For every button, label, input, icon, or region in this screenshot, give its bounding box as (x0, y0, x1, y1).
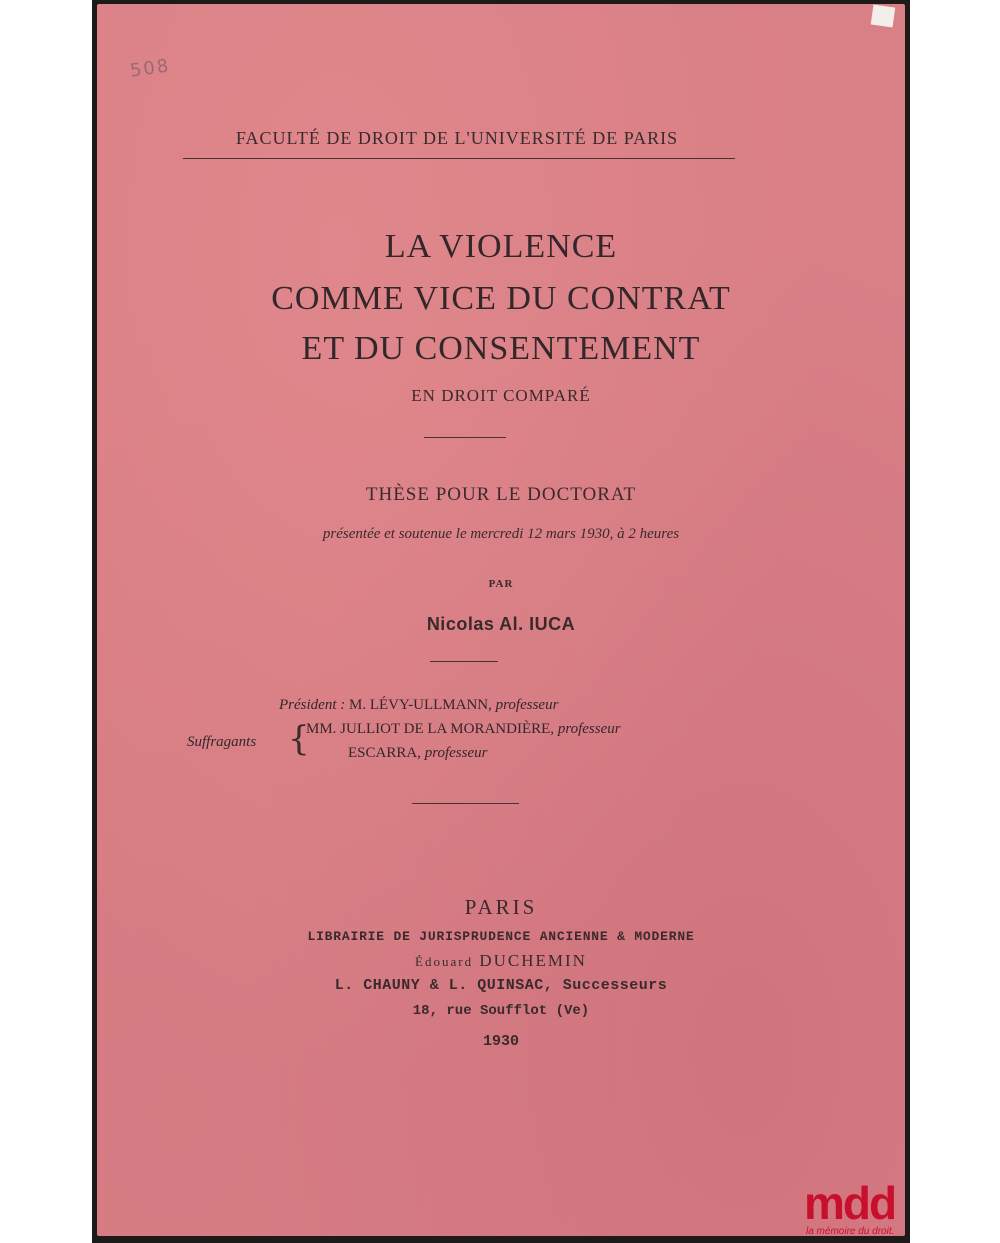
defense-date: présentée et soutenue le mercredi 12 mars 1930, à 2 heures (322, 526, 680, 542)
title-line-2: COMME VICE DU CONTRAT (271, 280, 731, 317)
edouard-text: Édouard (415, 954, 474, 969)
publisher-address: 18, rue Soufflot (Ve) (412, 1003, 590, 1019)
thesis-heading: THÈSE POUR LE DOCTORAT (365, 484, 637, 505)
logo-mark: mdd (804, 1177, 896, 1229)
author-name: Nicolas Al. IUCA (426, 614, 576, 634)
duchemin-text: DUCHEMIN (479, 951, 587, 970)
member2-title: professeur (424, 745, 488, 761)
jury-president (279, 697, 558, 714)
mdd-logo (804, 1177, 904, 1242)
jury-member-1 (306, 721, 621, 738)
logo-tagline: la mémoire du droit. (806, 1226, 895, 1237)
suffragants-label-text: Suffragants (187, 734, 257, 750)
faculty-heading: FACULTÉ DE DROIT DE L'UNIVERSITÉ DE PARIS (235, 128, 679, 148)
divider-1 (424, 437, 506, 438)
president-title: professeur (495, 697, 559, 713)
title-subtitle: EN DROIT COMPARÉ (411, 386, 591, 405)
divider-3 (412, 803, 519, 804)
member1-name: MM. JULLIOT DE LA MORANDIÈRE, (306, 721, 555, 737)
title-line-1: LA VIOLENCE (384, 228, 618, 265)
publisher-edouard (97, 951, 905, 971)
torn-corner (871, 5, 896, 28)
publication-year: 1930 (482, 1033, 519, 1050)
pencil-note: 508 (128, 55, 172, 82)
brace-glyph: { (288, 719, 310, 759)
divider-2 (430, 661, 498, 662)
publisher-city: PARIS (464, 895, 538, 919)
president-name: M. LÉVY-ULLMANN, (348, 697, 492, 713)
publisher-successors: L. CHAUNY & L. QUINSAC, Successeurs (334, 977, 668, 994)
suffragants-label (187, 734, 256, 751)
jury-member-2 (348, 745, 487, 762)
member2-name: ESCARRA, (348, 745, 421, 761)
member1-title: professeur (557, 721, 621, 737)
title-line-3: ET DU CONSENTEMENT (301, 330, 701, 367)
president-label: Président : (279, 697, 346, 713)
faculty-underline (183, 158, 735, 159)
publisher-library: LIBRAIRIE DE JURISPRUDENCE ANCIENNE & MODERNE (307, 929, 695, 944)
by-label: PAR (488, 578, 514, 590)
